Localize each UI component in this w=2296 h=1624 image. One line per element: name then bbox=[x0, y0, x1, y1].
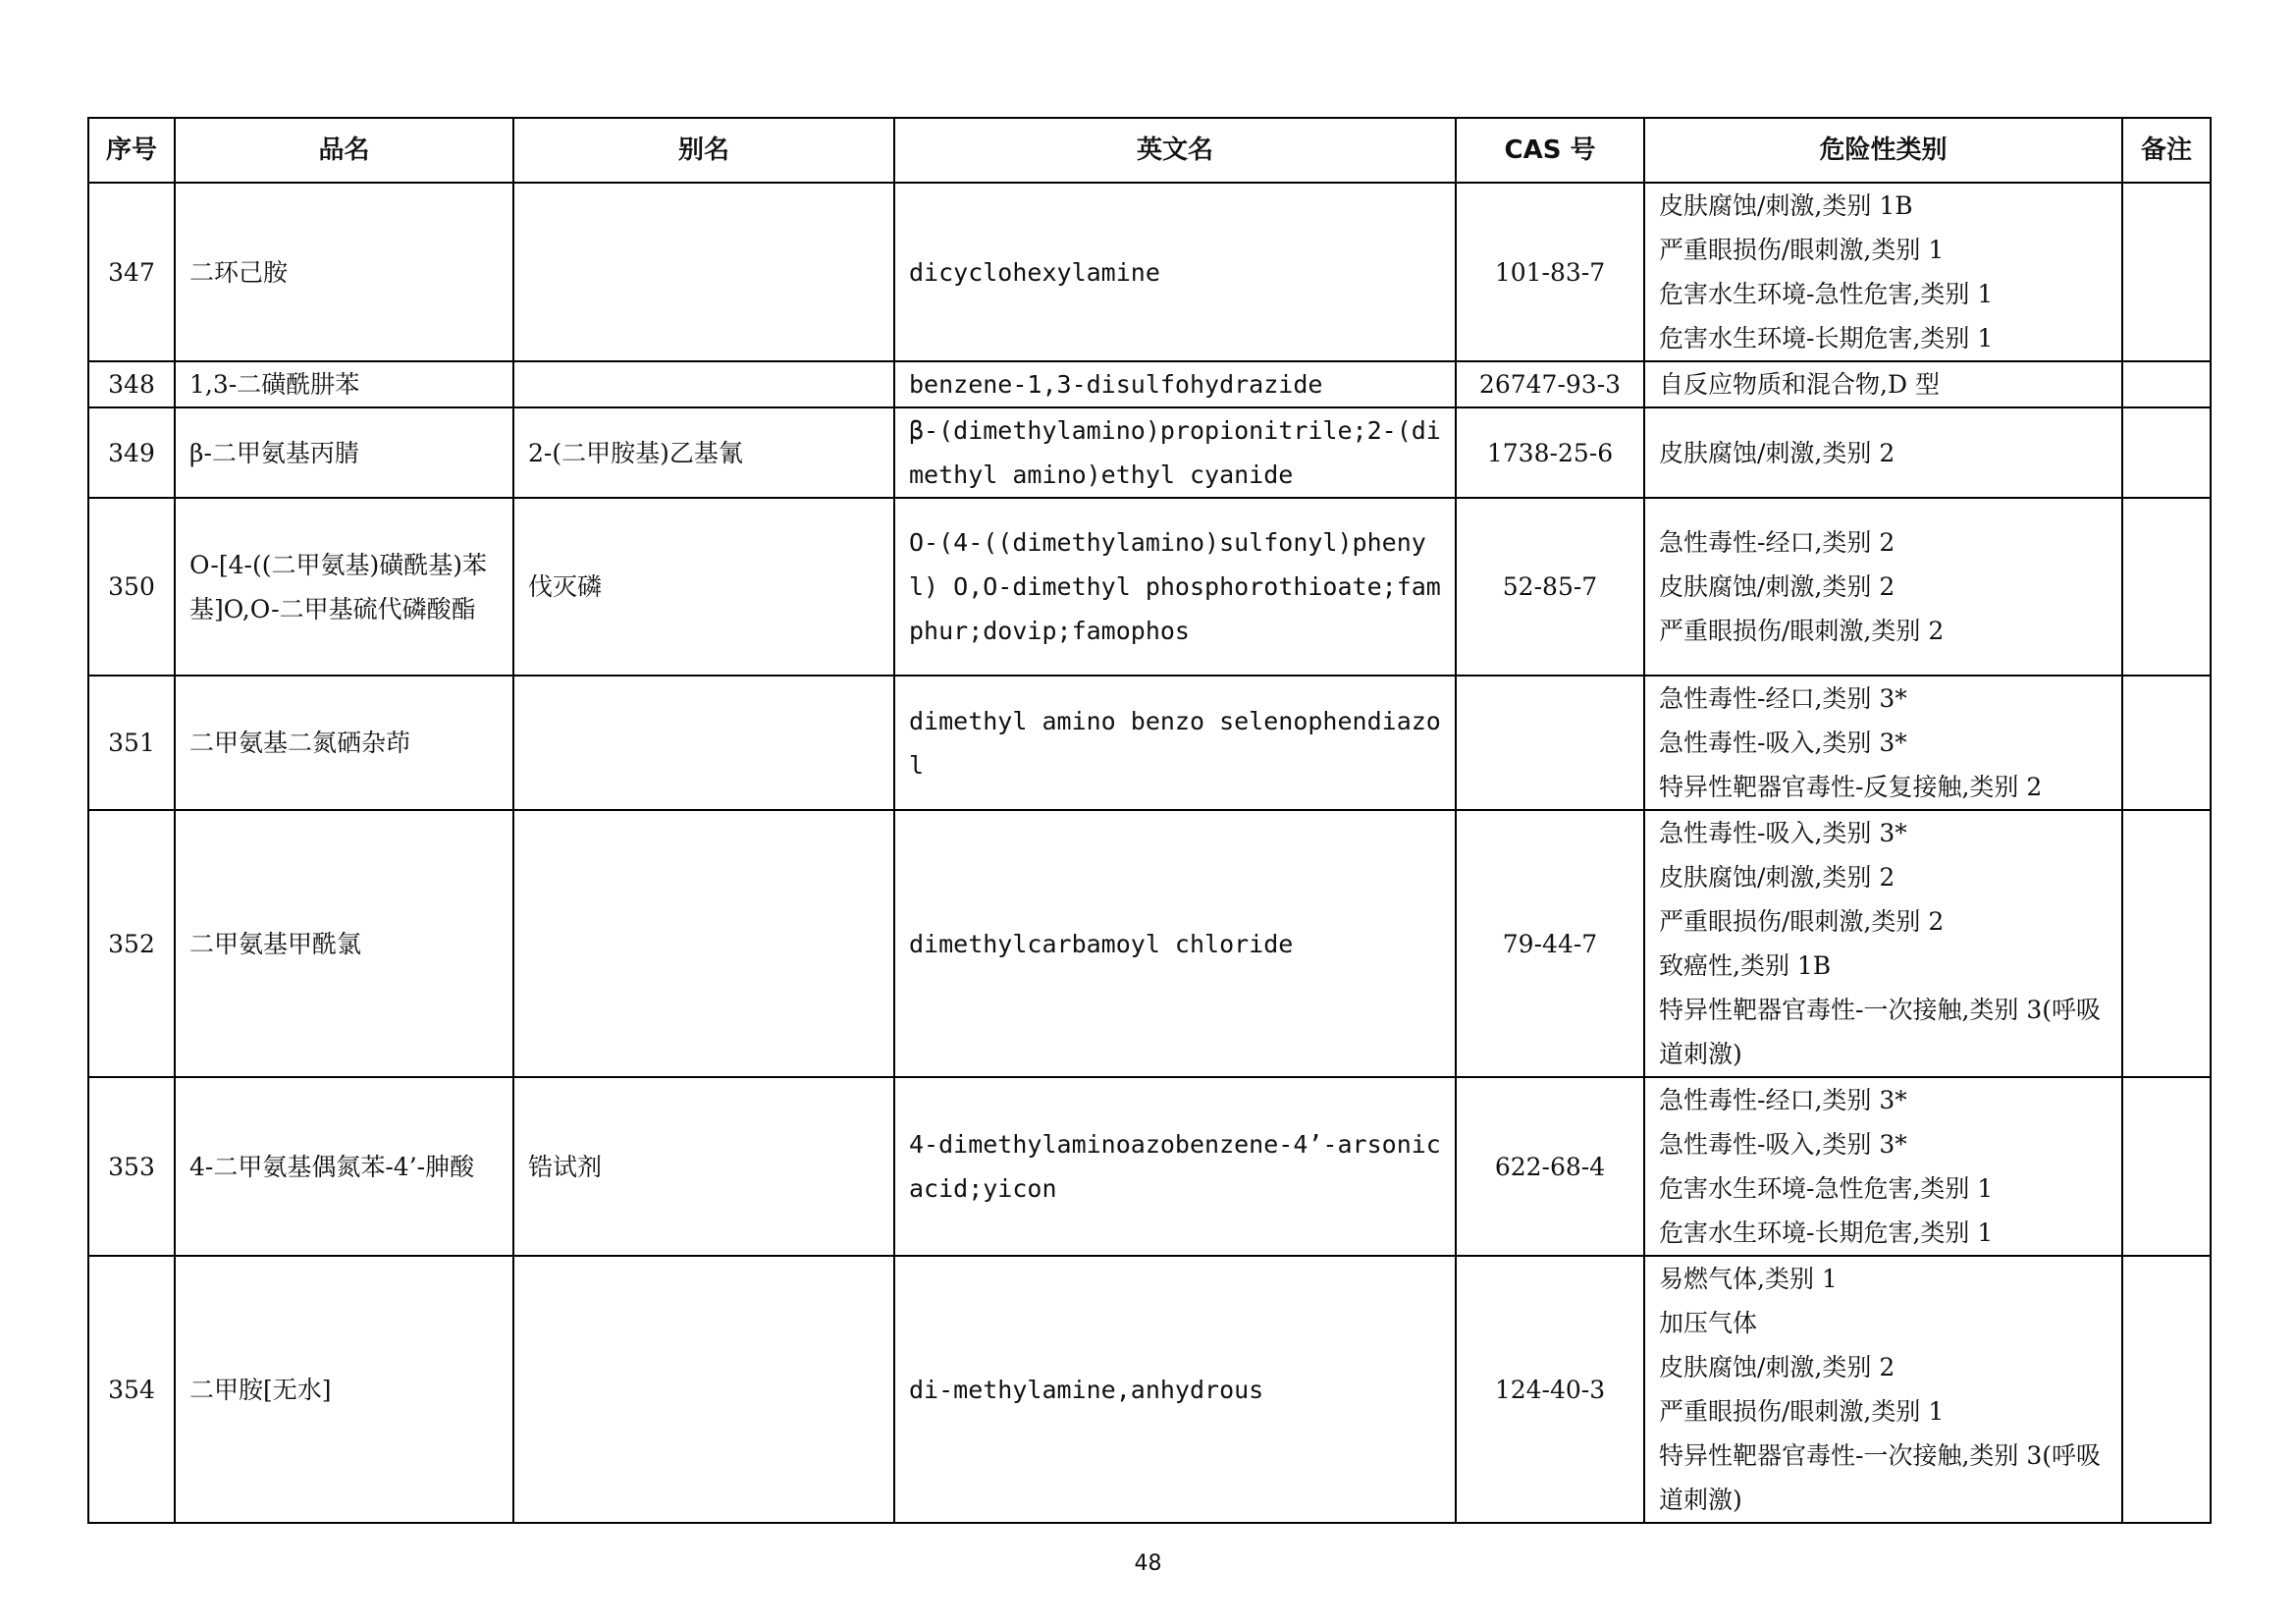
table-row bbox=[88, 407, 2211, 498]
table-row bbox=[88, 1256, 2211, 1523]
hazard-categories bbox=[1644, 498, 2122, 676]
row-number: 350 bbox=[88, 498, 175, 676]
note bbox=[2122, 498, 2211, 676]
hazard-line: 皮肤腐蚀/刺激,类别 2 bbox=[1659, 863, 1896, 892]
hazard-line: 急性毒性-经口,类别 2 bbox=[1659, 528, 1896, 557]
cas-number: 79-44-7 bbox=[1456, 810, 1644, 1077]
hazard-categories bbox=[1644, 1077, 2122, 1256]
hazardous-chemicals-table bbox=[87, 117, 2212, 1524]
hazard-line: 严重眼损伤/眼刺激,类别 1 bbox=[1659, 236, 1945, 264]
header-cas: CAS 号 bbox=[1456, 118, 1644, 183]
header-name: 品名 bbox=[175, 118, 513, 183]
cas-number: 101-83-7 bbox=[1456, 183, 1644, 361]
product-name: β-二甲氨基丙腈 bbox=[175, 407, 513, 498]
row-number: 351 bbox=[88, 676, 175, 810]
hazard-line: 急性毒性-吸入,类别 3* bbox=[1659, 1130, 1907, 1159]
cas-number: 52-85-7 bbox=[1456, 498, 1644, 676]
note bbox=[2122, 361, 2211, 407]
product-name: 二甲氨基二氮硒杂茚 bbox=[175, 676, 513, 810]
english-name: dicyclohexylamine bbox=[894, 183, 1456, 361]
hazard-line: 危害水生环境-急性危害,类别 1 bbox=[1659, 1174, 1994, 1203]
hazard-line: 危害水生环境-长期危害,类别 1 bbox=[1659, 1218, 1994, 1247]
hazard-line: 特异性靶器官毒性-一次接触,类别 3(呼吸道刺激) bbox=[1659, 1441, 2102, 1514]
hazard-line: 易燃气体,类别 1 bbox=[1659, 1265, 1838, 1293]
hazard-line: 自反应物质和混合物,D 型 bbox=[1659, 370, 1940, 399]
product-name: O-[4-((二甲氨基)磺酰基)苯基]O,O-二甲基硫代磷酸酯 bbox=[175, 498, 513, 676]
table-row bbox=[88, 1077, 2211, 1256]
header-note: 备注 bbox=[2122, 118, 2211, 183]
product-name: 1,3-二磺酰肼苯 bbox=[175, 361, 513, 407]
note bbox=[2122, 1077, 2211, 1256]
note bbox=[2122, 407, 2211, 498]
english-name: dimethyl amino benzo selenophendiazol bbox=[894, 676, 1456, 810]
note bbox=[2122, 810, 2211, 1077]
hazard-line: 急性毒性-经口,类别 3* bbox=[1659, 684, 1907, 713]
hazard-line: 皮肤腐蚀/刺激,类别 2 bbox=[1659, 572, 1896, 601]
alias-name bbox=[513, 676, 894, 810]
alias-name bbox=[513, 810, 894, 1077]
header-english: 英文名 bbox=[894, 118, 1456, 183]
table-body bbox=[88, 183, 2211, 1523]
alias-name: 伐灭磷 bbox=[513, 498, 894, 676]
hazard-line: 致癌性,类别 1B bbox=[1659, 951, 1832, 980]
table-row bbox=[88, 676, 2211, 810]
hazard-line: 皮肤腐蚀/刺激,类别 2 bbox=[1659, 1353, 1896, 1381]
hazard-line: 加压气体 bbox=[1659, 1309, 1758, 1337]
hazard-line: 急性毒性-经口,类别 3* bbox=[1659, 1086, 1907, 1114]
hazard-line: 危害水生环境-急性危害,类别 1 bbox=[1659, 280, 1994, 308]
cas-number: 622-68-4 bbox=[1456, 1077, 1644, 1256]
row-number: 347 bbox=[88, 183, 175, 361]
hazard-categories bbox=[1644, 407, 2122, 498]
alias-name bbox=[513, 183, 894, 361]
product-name: 二甲氨基甲酰氯 bbox=[175, 810, 513, 1077]
header-alias: 别名 bbox=[513, 118, 894, 183]
table-row bbox=[88, 361, 2211, 407]
hazard-line: 皮肤腐蚀/刺激,类别 2 bbox=[1659, 438, 1896, 467]
row-number: 348 bbox=[88, 361, 175, 407]
header-hazard: 危险性类别 bbox=[1644, 118, 2122, 183]
note bbox=[2122, 183, 2211, 361]
cas-number: 124-40-3 bbox=[1456, 1256, 1644, 1523]
hazard-categories bbox=[1644, 361, 2122, 407]
hazard-line: 急性毒性-吸入,类别 3* bbox=[1659, 729, 1907, 757]
cas-number: 26747-93-3 bbox=[1456, 361, 1644, 407]
alias-name bbox=[513, 361, 894, 407]
hazard-line: 严重眼损伤/眼刺激,类别 2 bbox=[1659, 907, 1945, 936]
english-name: β-(dimethylamino)propionitrile;2-(dimethyl amino)ethyl cyanide bbox=[894, 407, 1456, 498]
table-row bbox=[88, 810, 2211, 1077]
hazard-categories bbox=[1644, 1256, 2122, 1523]
alias-name: 锆试剂 bbox=[513, 1077, 894, 1256]
english-name: benzene-1,3-disulfohydrazide bbox=[894, 361, 1456, 407]
alias-name bbox=[513, 1256, 894, 1523]
table-row bbox=[88, 183, 2211, 361]
hazard-line: 特异性靶器官毒性-一次接触,类别 3(呼吸道刺激) bbox=[1659, 996, 2102, 1068]
hazard-line: 急性毒性-吸入,类别 3* bbox=[1659, 819, 1907, 847]
hazard-categories bbox=[1644, 676, 2122, 810]
product-name: 二甲胺[无水] bbox=[175, 1256, 513, 1523]
hazard-line: 严重眼损伤/眼刺激,类别 2 bbox=[1659, 617, 1945, 645]
hazard-line: 危害水生环境-长期危害,类别 1 bbox=[1659, 324, 1994, 352]
cas-number bbox=[1456, 676, 1644, 810]
row-number: 354 bbox=[88, 1256, 175, 1523]
hazard-categories bbox=[1644, 810, 2122, 1077]
header-no: 序号 bbox=[88, 118, 175, 183]
hazard-categories bbox=[1644, 183, 2122, 361]
product-name: 二环己胺 bbox=[175, 183, 513, 361]
english-name: O-(4-((dimethylamino)sulfonyl)phenyl) O,O-dimethyl phosphorothioate;famphur;dovip;famophos bbox=[894, 498, 1456, 676]
english-name: di-methylamine,anhydrous bbox=[894, 1256, 1456, 1523]
header-row bbox=[88, 118, 2211, 183]
page-number: 48 bbox=[1134, 1551, 1162, 1576]
row-number: 352 bbox=[88, 810, 175, 1077]
alias-name: 2-(二甲胺基)乙基氰 bbox=[513, 407, 894, 498]
english-name: dimethylcarbamoyl chloride bbox=[894, 810, 1456, 1077]
hazard-line: 特异性靶器官毒性-反复接触,类别 2 bbox=[1659, 773, 2043, 801]
product-name: 4-二甲氨基偶氮苯-4’-胂酸 bbox=[175, 1077, 513, 1256]
row-number: 353 bbox=[88, 1077, 175, 1256]
hazard-line: 严重眼损伤/眼刺激,类别 1 bbox=[1659, 1397, 1945, 1426]
table-row bbox=[88, 498, 2211, 676]
cas-number: 1738-25-6 bbox=[1456, 407, 1644, 498]
hazard-line: 皮肤腐蚀/刺激,类别 1B bbox=[1659, 191, 1913, 220]
english-name: 4-dimethylaminoazobenzene-4’-arsonic acid;yicon bbox=[894, 1077, 1456, 1256]
note bbox=[2122, 1256, 2211, 1523]
note bbox=[2122, 676, 2211, 810]
row-number: 349 bbox=[88, 407, 175, 498]
